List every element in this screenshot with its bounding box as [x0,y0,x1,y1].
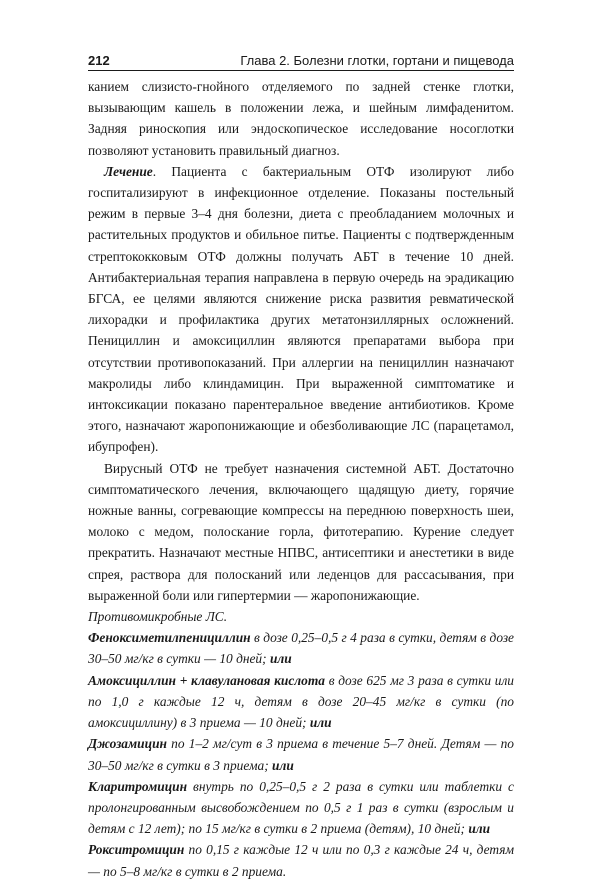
drug-name: Феноксиметилпенициллин [88,630,251,646]
drug-or: или [306,715,332,731]
drug-entry [88,776,514,840]
drug-dosage: по 1–2 мг/сут в 3 приема в течение 5–7 дней. Детям — по 30–50 мг/кг в сутки в 3 приема; [88,736,514,773]
drug-or: или [266,651,292,667]
drug-or: или [268,757,294,773]
chapter-title: Глава 2. Болезни глотки, гортани и пищевода [240,53,514,68]
drug-name: Кларитромицин [88,778,188,794]
drug-entry [88,733,514,775]
drug-name: Амоксициллин + клавулановая кислота [88,672,325,688]
page-number: 212 [88,53,110,68]
paragraph-continued: канием слизисто-гнойного отделяемого по задней стенке глотки, вызывающим кашель в положении лежа, и шейным лимфаденитом. Задняя риноскопия или эндоскопическое исследование носоглотки позволяют установить правильный диагноз. [88,79,514,158]
treatment-text: . Пациента с бактериальным ОТФ изолируют либо госпитализируют в инфекционное отделение. Показаны постельный режим в первые 3–4 дня болезни, диета с преобладанием молочных и растительных продуктов и обильное питье. Пациенты с подтвержденным стрептококковым ОТФ должны получать АБТ в течение 10 дней. Антибактериальная терапия направлена в первую очередь на эрадикацию БГСА, ее целями являются снижение риска развития ревматической лихорадки и профилактика других метатонзиллярных осложнений. Пенициллин и амоксициллин являются препаратами выбора при отсутствии противопоказаний. При аллергии на пенициллин назначают макролиды либо клиндамицин. При выраженной симптоматике и интоксикации показано парентеральное введение антибиотиков. Кроме этого, назначают жаропонижающие и обезболивающие ЛС (парацетамол, ибупрофен). [88,163,514,455]
drug-or: или [464,821,491,837]
header-rule [88,70,514,71]
drug-name: Рокситромицин [88,842,185,858]
running-header [88,44,514,68]
antimicrobial-heading: Противомикробные ЛС. [88,609,228,625]
drug-dosage: внутрь по 0,25–0,5 г 2 раза в сутки или таблетки с пролонгированным высвобождением по 0,5 г 1 раз в сутки (взрослым и детям с 12 лет); по 15 мг/кг в сутки в 2 приема (детям), 10 дней; [88,778,514,837]
drug-entry [88,627,514,669]
drug-entry [88,839,514,881]
drug-dosage: в дозе 625 мг 3 раза в сутки или по 1,0 г каждые 12 ч, детям в дозе 20–45 мг/кг в сутки (по амоксициллину) в 3 приема — 10 дней; [88,672,514,731]
drug-dosage: в дозе 0,25–0,5 г 4 раза в сутки, детям в дозе 30–50 мг/кг в сутки — 10 дней; [88,630,514,667]
paragraph-viral: Вирусный ОТФ не требует назначения системной АБТ. Достаточно симптоматического лечения, включающего щадящую диету, горячие ножные ванны, согревающие компрессы на переднюю поверхность шеи, молоко с медом, полоскание горла, фитотерапию. Курение следует прекратить. Назначают местные НПВС, антисептики и анестетики в виде спрея, раствора для полосканий или леденцов для рассасывания, при выраженной боли или гипертермии — жаропонижающие. [88,460,514,603]
treatment-run-in-heading: Лечение [104,163,153,179]
drug-name: Джозамицин [88,736,167,752]
drug-entry [88,670,514,734]
page-body [88,76,514,882]
drug-dosage: по 0,15 г каждые 12 ч или по 0,3 г каждые 24 ч, детям — по 5–8 мг/кг в сутки в 2 приема. [88,842,514,879]
paragraph-treatment [88,161,514,458]
